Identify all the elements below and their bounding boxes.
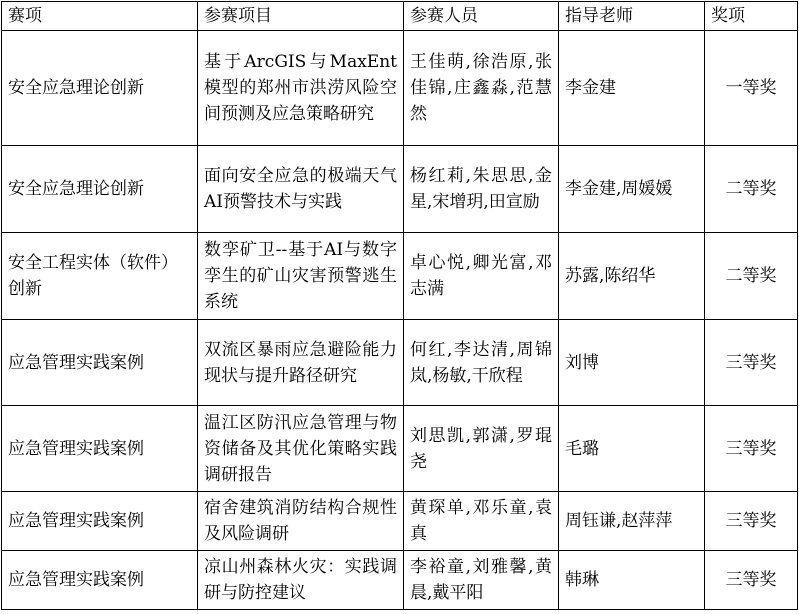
table-row [2, 492, 798, 551]
members-cell: 王佳萌,徐浩原,张佳锦,庄鑫淼,范慧然 [404, 31, 559, 146]
project-cell: 宿舍建筑消防结构合规性及风险调研 [198, 492, 404, 551]
award-cell: 二等奖 [705, 233, 798, 320]
advisor-cell: 周钰谦,赵萍萍 [559, 492, 705, 551]
advisor-cell: 苏露,陈绍华 [559, 233, 705, 320]
table-row [2, 146, 798, 233]
table-row [2, 406, 798, 492]
header-project: 参赛项目 [198, 2, 404, 31]
table-row [2, 320, 798, 406]
project-cell: 温江区防汛应急管理与物资储备及其优化策略实践调研报告 [198, 406, 404, 492]
project-cell: 面向安全应急的极端天气AI预警技术与实践 [198, 146, 404, 233]
project-cell: 数孪矿卫--基于AI与数字孪生的矿山灾害预警逃生系统 [198, 233, 404, 320]
table-row [2, 233, 798, 320]
award-cell: 三等奖 [705, 551, 798, 610]
awards-table [1, 1, 798, 610]
event-cell: 应急管理实践案例 [2, 492, 198, 551]
awards-table-container [1, 1, 797, 610]
project-cell: 凉山州森林火灾：实践调研与防控建议 [198, 551, 404, 610]
advisor-cell: 刘博 [559, 320, 705, 406]
event-cell: 安全工程实体（软件）创新 [2, 233, 198, 320]
award-cell: 一等奖 [705, 31, 798, 146]
header-award: 奖项 [705, 2, 798, 31]
award-cell: 二等奖 [705, 146, 798, 233]
event-cell: 应急管理实践案例 [2, 406, 198, 492]
header-event: 赛项 [2, 2, 198, 31]
event-cell: 应急管理实践案例 [2, 551, 198, 610]
table-row [2, 551, 798, 610]
members-cell: 刘思凯,郭潇,罗琨尧 [404, 406, 559, 492]
table-row [2, 31, 798, 146]
award-cell: 三等奖 [705, 492, 798, 551]
project-cell: 基于ArcGIS与MaxEnt模型的郑州市洪涝风险空间预测及应急策略研究 [198, 31, 404, 146]
event-cell: 安全应急理论创新 [2, 146, 198, 233]
event-cell: 应急管理实践案例 [2, 320, 198, 406]
award-cell: 三等奖 [705, 320, 798, 406]
members-cell: 李裕童,刘雅馨,黄晨,戴平阳 [404, 551, 559, 610]
members-cell: 卓心悦,卿光富,邓志满 [404, 233, 559, 320]
table-header-row [2, 2, 798, 31]
project-cell: 双流区暴雨应急避险能力现状与提升路径研究 [198, 320, 404, 406]
members-cell: 杨红莉,朱思思,金星,宋增玥,田宣励 [404, 146, 559, 233]
members-cell: 黄琛单,邓乐童,袁真 [404, 492, 559, 551]
advisor-cell: 李金建,周媛媛 [559, 146, 705, 233]
header-members: 参赛人员 [404, 2, 559, 31]
header-advisor: 指导老师 [559, 2, 705, 31]
event-cell: 安全应急理论创新 [2, 31, 198, 146]
advisor-cell: 李金建 [559, 31, 705, 146]
advisor-cell: 韩琳 [559, 551, 705, 610]
advisor-cell: 毛璐 [559, 406, 705, 492]
award-cell: 三等奖 [705, 406, 798, 492]
members-cell: 何红,李达清,周锦岚,杨敏,干欣程 [404, 320, 559, 406]
